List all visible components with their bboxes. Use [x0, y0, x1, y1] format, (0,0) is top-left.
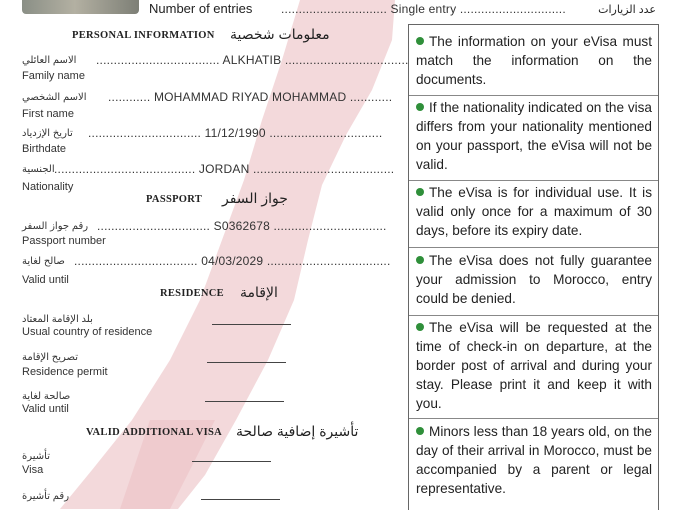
section-personal-title: PERSONAL INFORMATION	[72, 30, 215, 41]
bullet-icon	[416, 103, 424, 111]
nationality-value: ........................................ JORDAN ........................................	[54, 162, 395, 176]
visa-number-blank	[201, 499, 280, 500]
nationality-label: Nationality	[22, 181, 74, 193]
bullet-icon	[416, 323, 424, 331]
notice-item: The eVisa does not fully guarantee your admission to Morocco, entry could be denied.	[416, 253, 652, 306]
section-passport-title: PASSPORT	[146, 194, 203, 205]
notice-divider	[409, 180, 658, 181]
usual-country-label: Usual country of residence	[22, 326, 153, 338]
birthdate-label-ar: تاريخ الإزدياد	[22, 128, 73, 139]
residence-permit-label: Residence permit	[22, 366, 108, 378]
family-name-value: ................................... ALKHATIB ...................................	[96, 53, 409, 67]
valid-until-value: ................................... 04/03/2029 ...................................	[74, 254, 391, 268]
visa-blank	[192, 461, 271, 462]
bullet-icon	[416, 188, 424, 196]
section-visa-title-ar: تأشيرة إضافية صالحة	[236, 423, 359, 439]
nationality-label-ar: الجنسية	[22, 164, 55, 175]
residence-valid-until-label-ar: صالحة لغاية	[22, 391, 71, 402]
residence-permit-label-ar: تصريح الإقامة	[22, 352, 79, 363]
usual-country-label-ar: بلد الإقامة المعتاد	[22, 314, 93, 325]
first-name-label-ar: الاسم الشخصي	[22, 92, 87, 103]
notice-item: If the nationality indicated on the visa differs from your nationality mentioned on your passport, the eVisa will not be valid.	[416, 100, 652, 172]
residence-permit-blank	[207, 362, 286, 363]
passport-number-label-ar: رقم جواز السفر	[22, 221, 89, 232]
bullet-icon	[416, 37, 424, 45]
section-personal-title-ar: معلومات شخصية	[230, 26, 330, 42]
residence-valid-until-label: Valid until	[22, 403, 69, 415]
notice-divider	[409, 418, 658, 419]
family-name-label-ar: الاسم العائلي	[22, 55, 77, 66]
notice-item: The information on your eVisa must match the information on the documents.	[416, 34, 652, 87]
valid-until-label-ar: صالح لغاية	[22, 256, 65, 267]
notice-panel	[408, 24, 659, 510]
bullet-icon	[416, 427, 424, 435]
section-passport-title-ar: جواز السفر	[222, 190, 288, 206]
entries-label: Number of entries	[149, 1, 253, 16]
applicant-photo	[22, 0, 139, 14]
notice-divider	[409, 315, 658, 316]
notice-item: The eVisa is for individual use. It is valid only once for a maximum of 30 days, before its expiry date.	[416, 185, 652, 238]
bullet-icon	[416, 256, 424, 264]
entries-label-ar: عدد الزيارات	[598, 4, 656, 16]
birthdate-value: ................................ 11/12/1990 ................................	[88, 126, 383, 140]
section-residence-title: RESIDENCE	[160, 288, 224, 299]
entries-value: .............................. Single entry ..............................	[281, 2, 566, 16]
first-name-value: ............ MOHAMMAD RIYAD MOHAMMAD ............	[108, 90, 393, 104]
birthdate-label: Birthdate	[22, 143, 67, 155]
notice-divider	[409, 95, 658, 96]
usual-country-blank	[212, 324, 291, 325]
family-name-label: Family name	[22, 70, 85, 82]
valid-until-label: Valid until	[22, 274, 69, 286]
notice-item: The eVisa will be requested at the time of check-in on departure, at the border post of arrival and during your stay. Please print it and keep it with you.	[416, 320, 652, 411]
notice-item: Minors less than 18 years old, on the day of their arrival in Morocco, must be accompanied by a parent or legal representative.	[416, 424, 652, 496]
section-residence-title-ar: الإقامة	[240, 284, 278, 300]
visa-number-label-ar: رقم تأشيرة	[22, 491, 70, 502]
passport-number-value: ................................ S0362678 ................................	[97, 219, 387, 233]
section-visa-title: VALID ADDITIONAL VISA	[86, 427, 223, 438]
first-name-label: First name	[22, 108, 74, 120]
passport-number-label: Passport number	[22, 235, 106, 247]
residence-valid-until-blank	[205, 401, 284, 402]
notice-divider	[409, 247, 658, 248]
visa-label-ar: تأشيرة	[22, 451, 50, 462]
visa-label: Visa	[22, 464, 44, 476]
